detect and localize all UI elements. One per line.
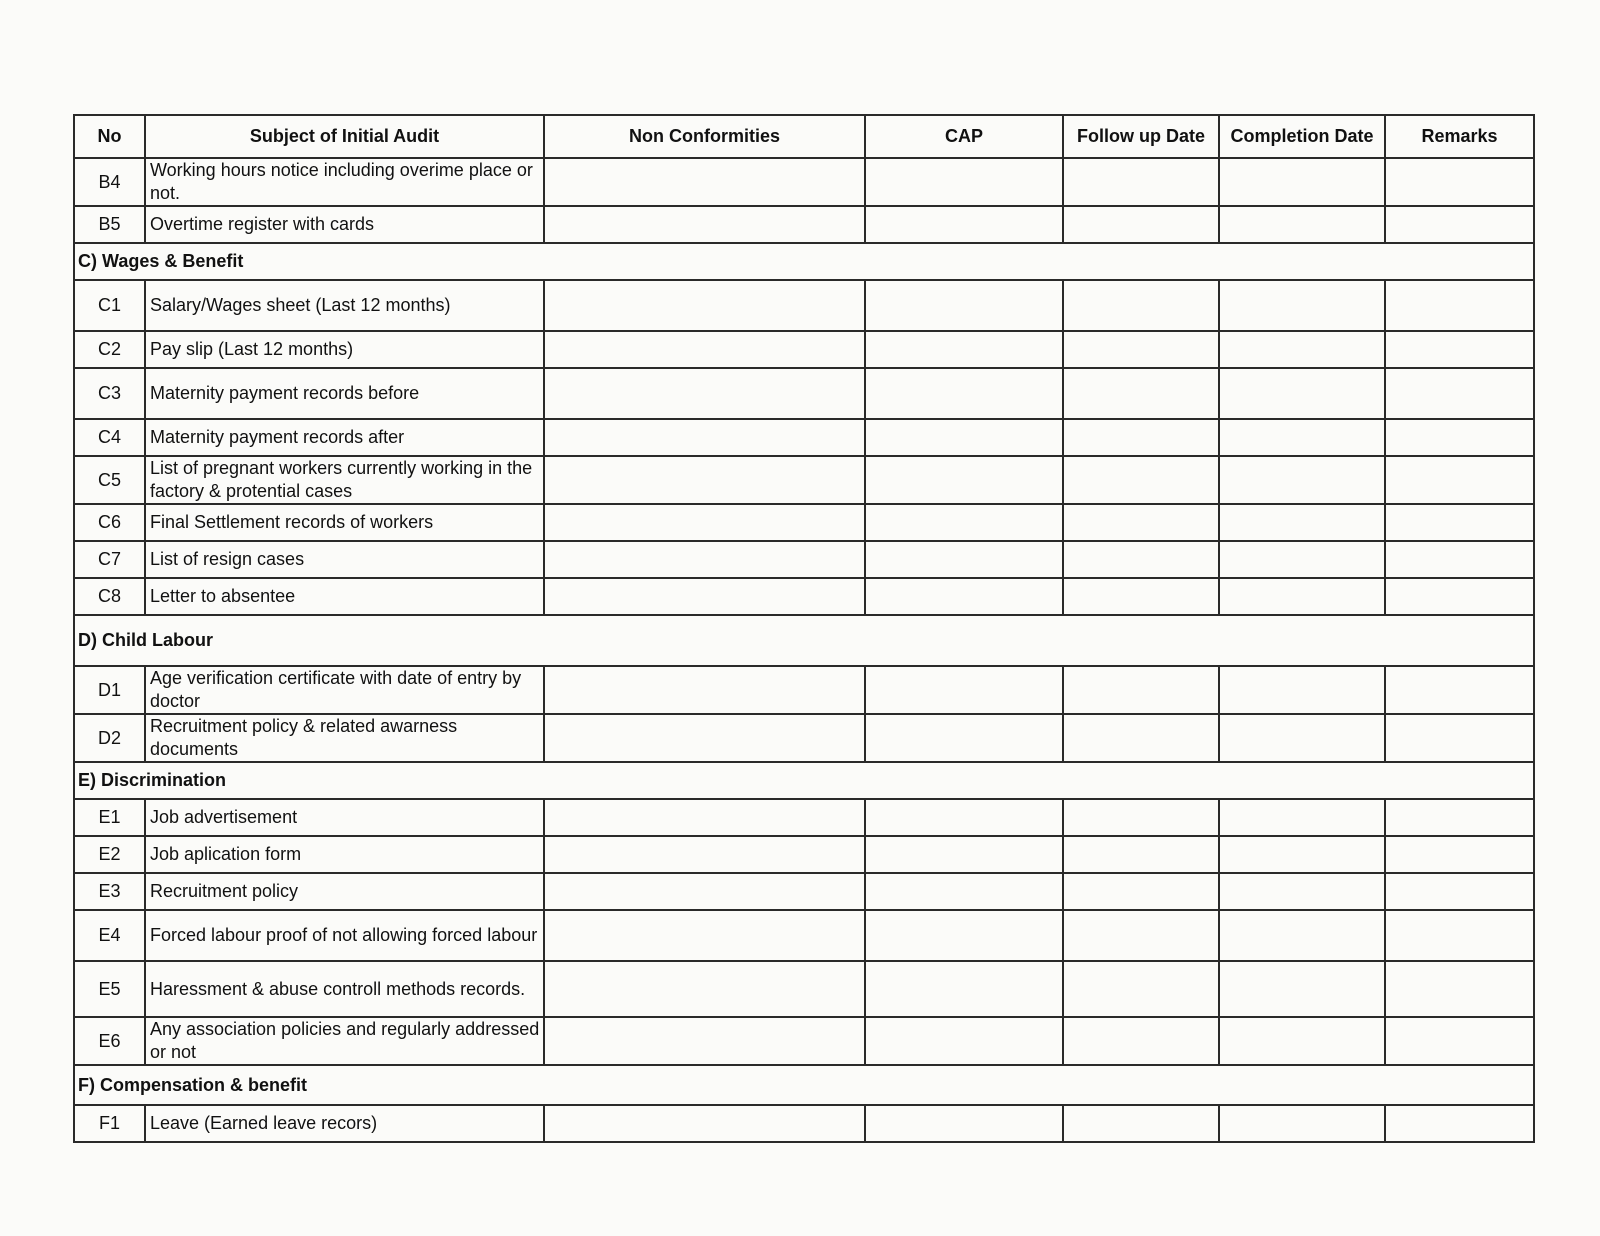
cell-completion-date[interactable] <box>1219 541 1385 578</box>
cell-completion-date[interactable] <box>1219 158 1385 206</box>
table-row <box>74 206 1534 243</box>
row-no: E2 <box>74 836 145 873</box>
row-subject: Maternity payment records after <box>145 419 544 456</box>
row-subject: Recruitment policy <box>145 873 544 910</box>
section-heading-compensation-benefit: F) Compensation & benefit <box>74 1065 1534 1105</box>
cell-follow-up-date[interactable] <box>1063 368 1219 419</box>
cell-non-conformities[interactable] <box>544 578 865 615</box>
cell-cap[interactable] <box>865 1017 1063 1065</box>
cell-non-conformities[interactable] <box>544 1105 865 1142</box>
cell-follow-up-date[interactable] <box>1063 873 1219 910</box>
cell-remarks[interactable] <box>1385 961 1534 1017</box>
row-no: C6 <box>74 504 145 541</box>
cell-follow-up-date[interactable] <box>1063 206 1219 243</box>
cell-non-conformities[interactable] <box>544 799 865 836</box>
cell-cap[interactable] <box>865 1105 1063 1142</box>
cell-remarks[interactable] <box>1385 280 1534 331</box>
cell-follow-up-date[interactable] <box>1063 910 1219 961</box>
row-no: C8 <box>74 578 145 615</box>
table-row <box>74 331 1534 368</box>
section-heading-discrimination: E) Discrimination <box>74 762 1534 799</box>
cell-follow-up-date[interactable] <box>1063 1017 1219 1065</box>
row-subject: List of resign cases <box>145 541 544 578</box>
cell-completion-date[interactable] <box>1219 368 1385 419</box>
row-no: E3 <box>74 873 145 910</box>
row-subject: Leave (Earned leave recors) <box>145 1105 544 1142</box>
row-subject: Overtime register with cards <box>145 206 544 243</box>
cell-completion-date[interactable] <box>1219 799 1385 836</box>
cell-non-conformities[interactable] <box>544 961 865 1017</box>
row-subject: Forced labour proof of not allowing forced labour <box>145 910 544 961</box>
cell-follow-up-date[interactable] <box>1063 504 1219 541</box>
col-header-non-conformities: Non Conformities <box>544 115 865 158</box>
cell-completion-date[interactable] <box>1219 1105 1385 1142</box>
cell-cap[interactable] <box>865 873 1063 910</box>
cell-remarks[interactable] <box>1385 504 1534 541</box>
row-subject: List of pregnant workers currently working in the factory & protential cases <box>145 456 544 504</box>
cell-remarks[interactable] <box>1385 578 1534 615</box>
cell-cap[interactable] <box>865 578 1063 615</box>
audit-table <box>73 114 1535 1143</box>
col-header-no: No <box>74 115 145 158</box>
table-row <box>74 666 1534 714</box>
table-row <box>74 158 1534 206</box>
cell-non-conformities[interactable] <box>544 158 865 206</box>
cell-completion-date[interactable] <box>1219 578 1385 615</box>
cell-remarks[interactable] <box>1385 331 1534 368</box>
table-row <box>74 578 1534 615</box>
cell-follow-up-date[interactable] <box>1063 331 1219 368</box>
cell-non-conformities[interactable] <box>544 206 865 243</box>
section-row <box>74 1065 1534 1105</box>
row-no: F1 <box>74 1105 145 1142</box>
table-row <box>74 1017 1534 1065</box>
cell-non-conformities[interactable] <box>544 1017 865 1065</box>
cell-completion-date[interactable] <box>1219 206 1385 243</box>
cell-remarks[interactable] <box>1385 836 1534 873</box>
cell-follow-up-date[interactable] <box>1063 456 1219 504</box>
cell-cap[interactable] <box>865 836 1063 873</box>
row-no: E1 <box>74 799 145 836</box>
table-row <box>74 504 1534 541</box>
cell-follow-up-date[interactable] <box>1063 714 1219 762</box>
cell-completion-date[interactable] <box>1219 280 1385 331</box>
cell-follow-up-date[interactable] <box>1063 836 1219 873</box>
cell-completion-date[interactable] <box>1219 836 1385 873</box>
row-no: B4 <box>74 158 145 206</box>
col-header-cap: CAP <box>865 115 1063 158</box>
row-no: C4 <box>74 419 145 456</box>
cell-cap[interactable] <box>865 961 1063 1017</box>
cell-cap[interactable] <box>865 206 1063 243</box>
row-no: B5 <box>74 206 145 243</box>
cell-follow-up-date[interactable] <box>1063 419 1219 456</box>
cell-cap[interactable] <box>865 666 1063 714</box>
row-no: C7 <box>74 541 145 578</box>
cell-non-conformities[interactable] <box>544 666 865 714</box>
cell-remarks[interactable] <box>1385 158 1534 206</box>
cell-non-conformities[interactable] <box>544 541 865 578</box>
table-row <box>74 456 1534 504</box>
table-row <box>74 714 1534 762</box>
cell-cap[interactable] <box>865 158 1063 206</box>
col-header-follow-up-date: Follow up Date <box>1063 115 1219 158</box>
table-row <box>74 961 1534 1017</box>
row-subject: Any association policies and regularly addressed or not <box>145 1017 544 1065</box>
row-no: E5 <box>74 961 145 1017</box>
row-subject: Haressment & abuse controll methods records. <box>145 961 544 1017</box>
cell-completion-date[interactable] <box>1219 666 1385 714</box>
cell-cap[interactable] <box>865 799 1063 836</box>
table-row <box>74 873 1534 910</box>
cell-remarks[interactable] <box>1385 873 1534 910</box>
cell-completion-date[interactable] <box>1219 714 1385 762</box>
cell-non-conformities[interactable] <box>544 504 865 541</box>
row-subject: Maternity payment records before <box>145 368 544 419</box>
table-row <box>74 1105 1534 1142</box>
row-no: E4 <box>74 910 145 961</box>
cell-remarks[interactable] <box>1385 910 1534 961</box>
cell-completion-date[interactable] <box>1219 873 1385 910</box>
cell-completion-date[interactable] <box>1219 910 1385 961</box>
col-header-completion-date: Completion Date <box>1219 115 1385 158</box>
cell-non-conformities[interactable] <box>544 331 865 368</box>
cell-remarks[interactable] <box>1385 1017 1534 1065</box>
row-subject: Pay slip (Last 12 months) <box>145 331 544 368</box>
section-row <box>74 762 1534 799</box>
cell-completion-date[interactable] <box>1219 331 1385 368</box>
cell-non-conformities[interactable] <box>544 910 865 961</box>
row-no: C3 <box>74 368 145 419</box>
cell-cap[interactable] <box>865 419 1063 456</box>
cell-cap[interactable] <box>865 714 1063 762</box>
row-no: C2 <box>74 331 145 368</box>
cell-completion-date[interactable] <box>1219 961 1385 1017</box>
row-no: C1 <box>74 280 145 331</box>
cell-follow-up-date[interactable] <box>1063 799 1219 836</box>
table-row <box>74 910 1534 961</box>
cell-cap[interactable] <box>865 910 1063 961</box>
row-no: E6 <box>74 1017 145 1065</box>
cell-completion-date[interactable] <box>1219 419 1385 456</box>
row-no: D2 <box>74 714 145 762</box>
row-subject: Final Settlement records of workers <box>145 504 544 541</box>
cell-cap[interactable] <box>865 331 1063 368</box>
cell-cap[interactable] <box>865 368 1063 419</box>
cell-cap[interactable] <box>865 456 1063 504</box>
cell-non-conformities[interactable] <box>544 419 865 456</box>
cell-non-conformities[interactable] <box>544 280 865 331</box>
cell-remarks[interactable] <box>1385 419 1534 456</box>
cell-non-conformities[interactable] <box>544 456 865 504</box>
cell-remarks[interactable] <box>1385 666 1534 714</box>
cell-remarks[interactable] <box>1385 456 1534 504</box>
row-subject: Job aplication form <box>145 836 544 873</box>
col-header-subject: Subject of Initial Audit <box>145 115 544 158</box>
cell-remarks[interactable] <box>1385 368 1534 419</box>
cell-remarks[interactable] <box>1385 799 1534 836</box>
section-row <box>74 243 1534 280</box>
cell-completion-date[interactable] <box>1219 456 1385 504</box>
table-row <box>74 419 1534 456</box>
cell-remarks[interactable] <box>1385 1105 1534 1142</box>
row-subject: Letter to absentee <box>145 578 544 615</box>
cell-follow-up-date[interactable] <box>1063 961 1219 1017</box>
cell-completion-date[interactable] <box>1219 504 1385 541</box>
cell-completion-date[interactable] <box>1219 1017 1385 1065</box>
cell-cap[interactable] <box>865 280 1063 331</box>
table-row <box>74 368 1534 419</box>
table-row <box>74 280 1534 331</box>
cell-remarks[interactable] <box>1385 206 1534 243</box>
section-row <box>74 615 1534 666</box>
cell-follow-up-date[interactable] <box>1063 666 1219 714</box>
cell-follow-up-date[interactable] <box>1063 280 1219 331</box>
cell-follow-up-date[interactable] <box>1063 541 1219 578</box>
section-heading-wages-benefit: C) Wages & Benefit <box>74 243 1534 280</box>
cell-cap[interactable] <box>865 541 1063 578</box>
row-subject: Working hours notice including overime place or not. <box>145 158 544 206</box>
cell-non-conformities[interactable] <box>544 368 865 419</box>
table-row <box>74 799 1534 836</box>
row-subject: Salary/Wages sheet (Last 12 months) <box>145 280 544 331</box>
section-heading-child-labour: D) Child Labour <box>74 615 1534 666</box>
cell-remarks[interactable] <box>1385 714 1534 762</box>
cell-remarks[interactable] <box>1385 541 1534 578</box>
cell-non-conformities[interactable] <box>544 714 865 762</box>
cell-follow-up-date[interactable] <box>1063 1105 1219 1142</box>
table-row <box>74 541 1534 578</box>
cell-follow-up-date[interactable] <box>1063 158 1219 206</box>
cell-non-conformities[interactable] <box>544 836 865 873</box>
row-subject: Recruitment policy & related awarness documents <box>145 714 544 762</box>
audit-sheet <box>73 114 1535 1143</box>
cell-non-conformities[interactable] <box>544 873 865 910</box>
table-row <box>74 836 1534 873</box>
col-header-remarks: Remarks <box>1385 115 1534 158</box>
row-no: C5 <box>74 456 145 504</box>
row-subject: Job advertisement <box>145 799 544 836</box>
cell-cap[interactable] <box>865 504 1063 541</box>
cell-follow-up-date[interactable] <box>1063 578 1219 615</box>
row-subject: Age verification certificate with date of entry by doctor <box>145 666 544 714</box>
header-row <box>74 115 1534 158</box>
row-no: D1 <box>74 666 145 714</box>
